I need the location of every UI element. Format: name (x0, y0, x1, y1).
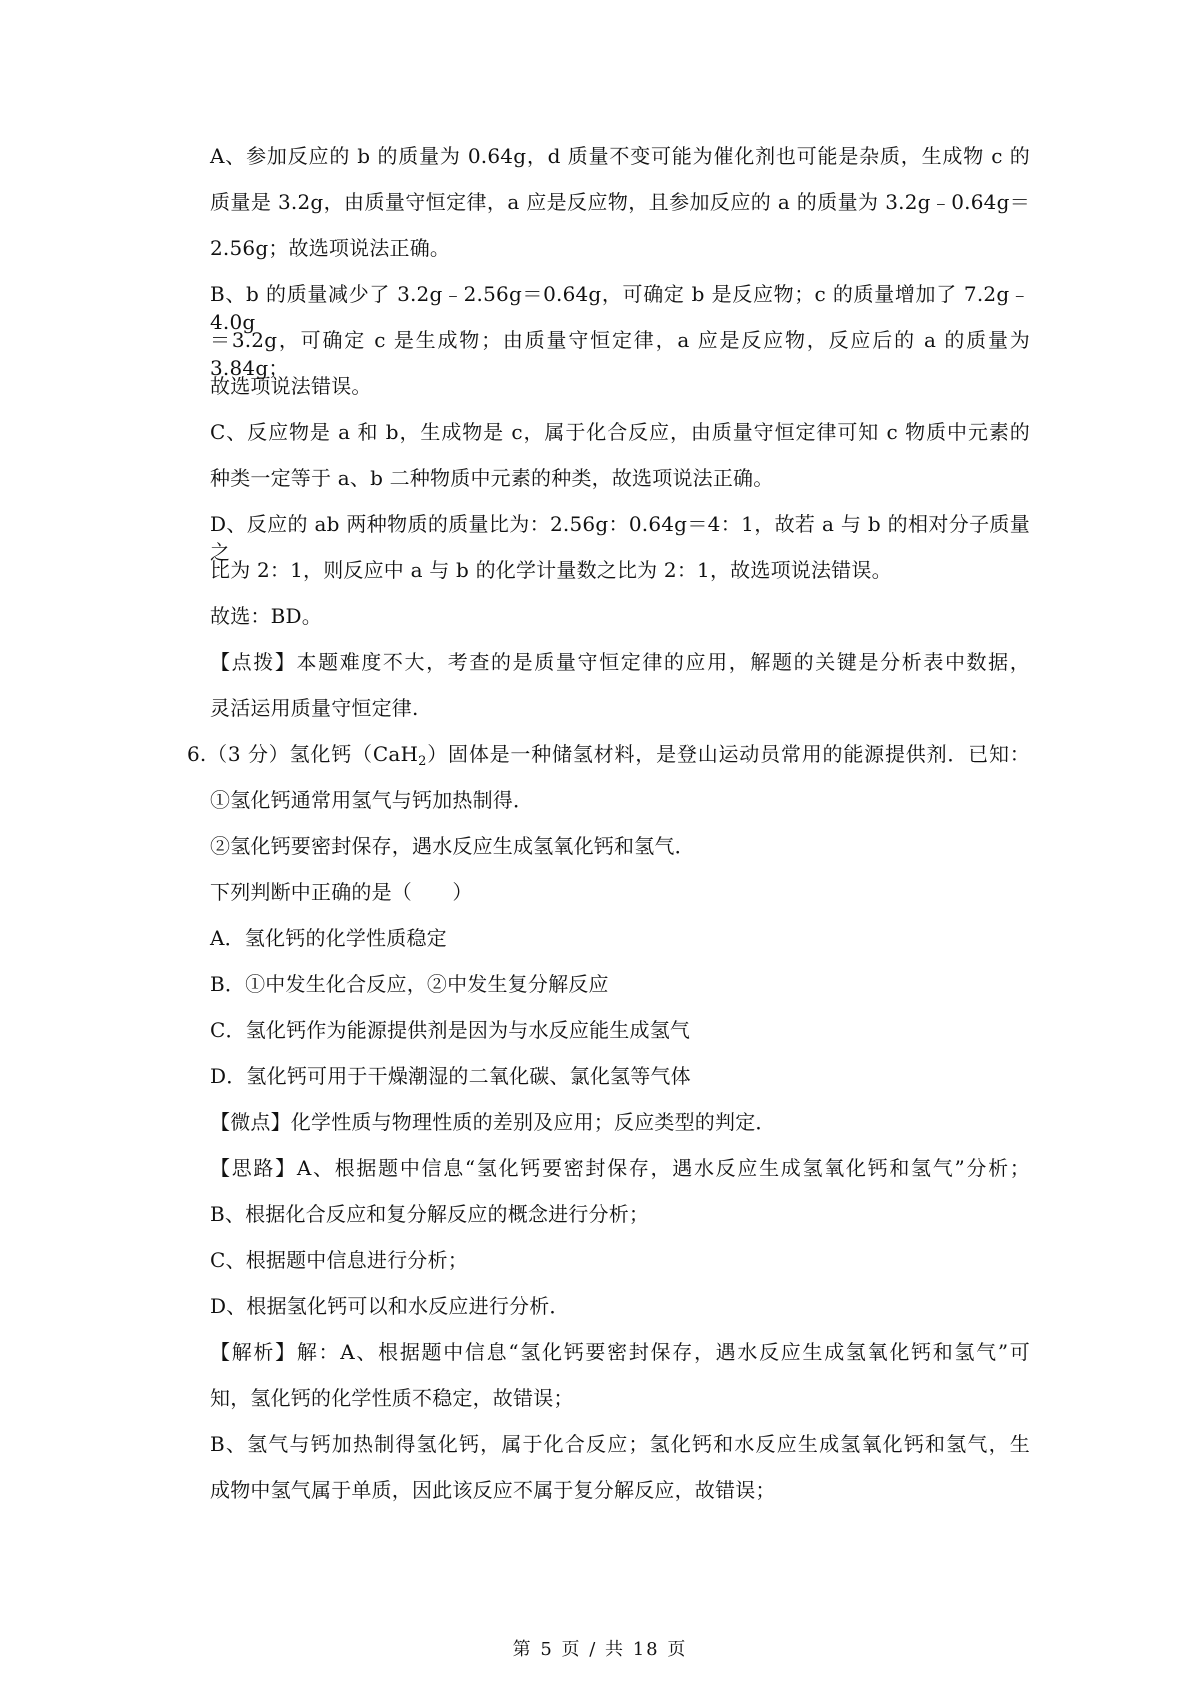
knowledge-point: 【微点】化学性质与物理性质的差别及应用；反应类型的判定． (210, 1110, 776, 1134)
text-line: 知，氢化钙的化学性质不稳定，故错误； (210, 1386, 574, 1410)
text-line: 灵活运用质量守恒定律. (210, 696, 419, 720)
text-line: B、根据化合反应和复分解反应的概念进行分析； (210, 1202, 650, 1226)
page-number-footer: 第 5 页 / 共 18 页 (512, 1639, 688, 1660)
text-line: 【解析】解：A、根据题中信息“氢化钙要密封保存，遇水反应生成氢氧化钙和氢气”可 (210, 1340, 1030, 1364)
text-line: ＝3.2g，可确定 c 是生成物；由质量守恒定律，a 应是反应物，反应后的 a 的质量为 3.84g； (210, 328, 1030, 380)
text-line: 【点拨】本题难度不大，考查的是质量守恒定律的应用，解题的关键是分析表中数据， (210, 650, 1030, 674)
subscript: 2 (418, 754, 427, 769)
text-line: A、参加反应的 b 的质量为 0.64g，d 质量不变可能为催化剂也可能是杂质，生成物 c 的 (210, 144, 1030, 168)
option-b: B．①中发生化合反应，②中发生复分解反应 (210, 972, 609, 996)
question-6-stem (187, 740, 1030, 768)
option-c: C．氢化钙作为能源提供剂是因为与水反应能生成氢气 (210, 1018, 691, 1042)
text-line: D、反应的 ab 两种物质的质量比为：2.56g：0.64g＝4：1，故若 a 与 b 的相对分子质量之 (210, 512, 1030, 564)
text-line: B、氢气与钙加热制得氢化钙，属于化合反应；氢化钙和水反应生成氢氧化钙和氢气，生 (210, 1432, 1030, 1456)
text-line: 种类一定等于 a、b 二种物质中元素的种类，故选项说法正确。 (210, 466, 774, 490)
text-line: 【思路】A、根据题中信息“氢化钙要密封保存，遇水反应生成氢氧化钙和氢气”分析； (210, 1156, 1030, 1180)
text-line: ①氢化钙通常用氢气与钙加热制得． (210, 788, 534, 812)
text-line: B、b 的质量减少了 3.2g﹣2.56g＝0.64g，可确定 b 是反应物；c 的质量增加了 7.2g﹣4.0g (210, 282, 1030, 334)
text-line: C、反应物是 a 和 b，生成物是 c，属于化合反应，由质量守恒定律可知 c 物质中元素的 (210, 420, 1030, 444)
text-line: 比为 2：1，则反应中 a 与 b 的化学计量数之比为 2：1，故选项说法错误。 (210, 558, 892, 582)
text-line: 下列判断中正确的是（ ） (210, 880, 473, 904)
text-line: 成物中氢气属于单质，因此该反应不属于复分解反应，故错误； (210, 1478, 776, 1502)
text-line: 质量是 3.2g，由质量守恒定律，a 应是反应物，且参加反应的 a 的质量为 3.2g﹣0.64g＝ (210, 190, 1030, 214)
question-6-stem-part: ）固体是一种储氢材料，是登山运动员常用的能源提供剂．已知： (426, 742, 1030, 766)
option-a: A．氢化钙的化学性质稳定 (210, 926, 447, 950)
text-line: 故选：BD。 (210, 604, 322, 628)
text-line: ②氢化钙要密封保存，遇水反应生成氢氧化钙和氢气． (210, 834, 695, 858)
text-line: 2.56g；故选项说法正确。 (210, 236, 451, 260)
text-line: 故选项说法错误。 (210, 374, 372, 398)
option-d: D．氢化钙可用于干燥潮湿的二氧化碳、氯化氢等气体 (210, 1064, 691, 1088)
text-line: C、根据题中信息进行分析； (210, 1248, 468, 1272)
question-6-stem-part: 6.（3 分）氢化钙（CaH (187, 742, 419, 766)
text-line: D、根据氢化钙可以和水反应进行分析． (210, 1294, 570, 1318)
